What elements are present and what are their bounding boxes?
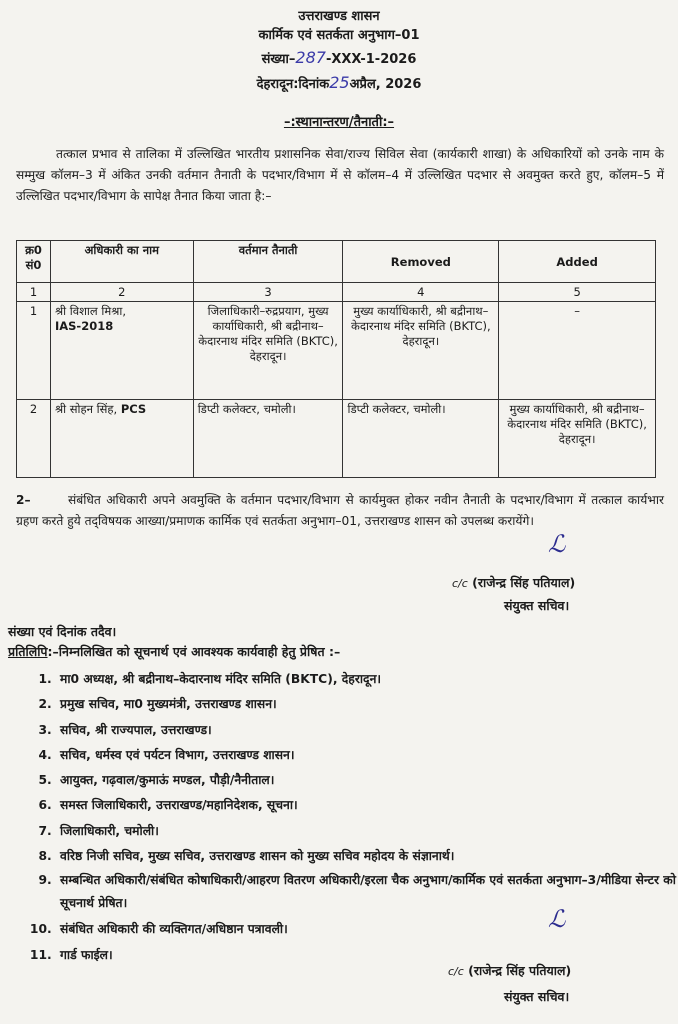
list-item: 4. सचिव, धर्मस्व एवं पर्यटन विभाग, उत्तराखण्ड शासन। (56, 743, 678, 768)
transfer-table (16, 240, 656, 478)
header-officer-name: अधिकारी का नाम (50, 241, 193, 283)
list-item: 2. प्रमुख सचिव, मा0 मुख्यमंत्री, उत्तराखण्ड शासन। (56, 692, 678, 717)
paragraph-2-text: संबंधित अधिकारी अपने अवमुक्ति के वर्तमान पदभार/विभाग से कार्यमुक्त होकर नवीन तैनाती के पदभार/विभाग में तत्काल कार्यभार ग्रहण करते हुये तद्‌विषयक आख्या/प्रमाणक कार्मिक एवं सतर्कता अनुभाग–01, उत्तराखण्ड शासन को उपलब्ध करायेंगे। (16, 493, 664, 528)
signature2-prefix: c/c (448, 965, 464, 978)
row-officer (50, 400, 193, 478)
signature-mark: ℒ (548, 530, 566, 558)
signature1-prefix: c/c (452, 577, 468, 590)
order-date (0, 74, 678, 94)
order-number-handwritten: 287 (295, 48, 326, 67)
row-officer (50, 302, 193, 400)
row-sno: 2 (17, 400, 51, 478)
column-number-row (17, 283, 656, 302)
officer-service: PCS (120, 402, 147, 416)
govt-name: उत्तराखण्ड शासन (298, 9, 380, 24)
colnum: 4 (343, 283, 499, 302)
order-number-prefix: संख्या– (261, 52, 296, 67)
signature2-fullname: (राजेन्द्र सिंह पतियाल) (468, 963, 572, 978)
order-date-suffix: अप्रैल, 2026 (349, 77, 422, 92)
signature2-designation: संयुक्त सचिव। (504, 989, 570, 1004)
list-item: 6. समस्त जिलाधिकारी, उत्तराखण्ड/महानिदेशक, सूचना। (56, 793, 678, 818)
signature1-fullname: (राजेन्द्र सिंह पतियाल) (472, 575, 576, 590)
intro-paragraph: तत्काल प्रभाव से तालिका में उल्लिखित भारतीय प्रशासनिक सेवा/राज्य सिविल सेवा (कार्यकारी शाखा) के अधिकारियों को उनके नाम के सम्मुख कॉलम–3 में अंकित उनकी वर्तमान तैनाती के पदभार/विभाग में से कॉलम–4 में उल्लिखित पदभार से अवमुक्त करते हुए, कॉलम–5 में उल्लिखित पदभार/विभाग के सापेक्ष तैनात किया जाता है:– (16, 147, 664, 203)
colnum: 5 (499, 283, 656, 302)
list-item: 11. गार्ड फाईल। (56, 943, 678, 968)
officer-name: श्री सोहन सिंह, (54, 402, 118, 416)
list-item: 9. सम्बन्धित अधिकारी/संबंधित कोषाधिकारी/आहरण वितरण अधिकारी/इरला चैक अनुभाग/कार्मिक एवं सतर्कता अनुभाग–3/मीडिया सेन्टर को सूचनार्थ प्रेषित। (56, 869, 678, 915)
header-added: Added (499, 241, 656, 283)
row-added: – (499, 302, 656, 400)
copy-heading-text: :–निम्नलिखित को सूचनार्थ एवं आवश्यक कार्यवाही हेतु प्रेषित :– (47, 644, 341, 659)
row-added: मुख्य कार्याधिकारी, श्री बद्रीनाथ–केदारनाथ मंदिर समिति (BKTC), देहरादून। (499, 400, 656, 478)
reference-line: संख्या एवं दिनांक तदैव। (8, 624, 117, 639)
row-current: डिप्टी कलेक्टर, चमोली। (193, 400, 343, 478)
copy-heading (8, 643, 340, 660)
table-row (17, 400, 656, 478)
list-item: 7. जिलाधिकारी, चमोली। (56, 819, 678, 844)
copy-heading-label: प्रतिलिपि (8, 644, 48, 659)
list-item: 8. वरिष्ठ निजी सचिव, मुख्य सचिव, उत्तराखण्ड शासन को मुख्य सचिव महोदय के संज्ञानार्थ। (56, 844, 678, 869)
order-date-handwritten: 25 (329, 73, 350, 92)
table-row (17, 302, 656, 400)
header-removed: Removed (343, 241, 499, 283)
order-number-suffix: -XXX-1-2026 (325, 52, 417, 67)
colnum: 3 (193, 283, 343, 302)
section-name: कार्मिक एवं सतर्कता अनुभाग–01 (258, 28, 420, 43)
row-removed: मुख्य कार्याधिकारी, श्री बद्रीनाथ–केदारनाथ मंदिर समिति (BKTC), देहरादून। (343, 302, 499, 400)
officer-name: श्री विशाल मिश्रा, (54, 304, 126, 318)
order-date-prefix: देहरादून:दिनांक (256, 77, 330, 92)
table-header-row (17, 241, 656, 283)
colnum: 1 (17, 283, 51, 302)
signature1-designation: संयुक्त सचिव। (504, 598, 570, 613)
distribution-list (30, 667, 678, 968)
paragraph-2 (16, 490, 664, 532)
list-item: 5. आयुक्त, गढ़वाल/कुमाऊं मण्डल, पौड़ी/नैनीताल। (56, 768, 678, 793)
list-item: 10. संबंधित अधिकारी की व्यक्तिगत/अधिष्ठान पत्रावली। (56, 917, 678, 942)
signature-mark: ℒ (548, 905, 566, 933)
signature2-name (448, 962, 571, 979)
row-current: जिलाधिकारी–रुद्रप्रयाग, मुख्य कार्याधिकारी, श्री बद्रीनाथ–केदारनाथ मंदिर समिति (BKTC), देहरादून। (193, 302, 343, 400)
officer-service: IAS-2018 (54, 319, 114, 333)
row-removed: डिप्टी कलेक्टर, चमोली। (343, 400, 499, 478)
subject-heading: –:स्थानान्तरण/तैनाती:– (283, 115, 395, 130)
list-item: 1. मा0 अध्यक्ष, श्री बद्रीनाथ–केदारनाथ मंदिर समिति (BKTC), देहरादून। (56, 667, 678, 692)
order-number (0, 49, 678, 69)
paragraph-2-number: 2– (16, 493, 31, 507)
header-sno: क्र0 सं0 (17, 241, 51, 283)
colnum: 2 (50, 283, 193, 302)
row-sno: 1 (17, 302, 51, 400)
list-item: 3. सचिव, श्री राज्यपाल, उत्तराखण्ड। (56, 718, 678, 743)
header-current-posting: वर्तमान तैनाती (193, 241, 343, 283)
signature1-name (452, 574, 575, 591)
